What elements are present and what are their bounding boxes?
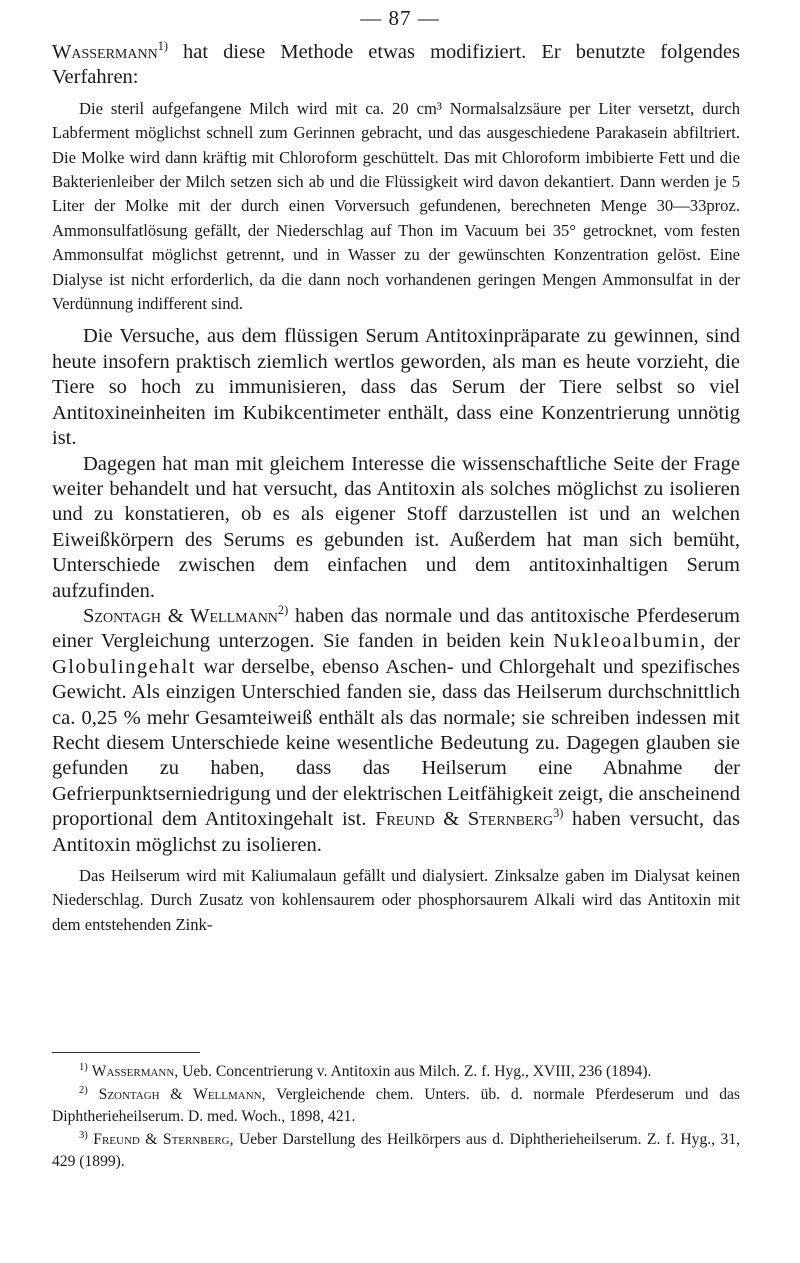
footnote <box>52 1061 740 1084</box>
author-name: Wassermann <box>52 41 158 63</box>
footnote-author: Wassermann <box>91 1063 175 1080</box>
paragraph-text: haben versucht, das Antitoxin möglichst zu isolieren. <box>52 808 741 856</box>
footnote-ref: 3) <box>553 806 564 821</box>
footnote-number: 3) <box>79 1129 88 1141</box>
paragraph-szontagh <box>52 604 740 858</box>
footnote-author: Szontagh & Wellmann <box>98 1085 262 1103</box>
paragraph-text: hat diese Methode etwas modifiziert. Er benutzte folgendes Verfahren: <box>52 41 740 89</box>
paragraph-text: haben das normale und das antitoxische Pferdeserum einer Vergleichung unterzogen. Sie fanden in beiden kein <box>52 604 740 653</box>
paragraph-text: war derselbe, ebenso Aschen- und Chlorgehalt und spezifisches Gewicht. Als einzigen Unterschied fanden sie, dass das Heilserum durchschnittlich ca. 0,25 % mehr Gesamteiweiß enthält als das normale; sie schreiben indessen mit Recht diesem Unterschiede keine wesentliche Bedeutung zu. Dagegen glauben sie gefunden zu haben, dass das Heilserum eine Abnahme der Gefrierpunktserniedrigung und der elektrischen Leitfähigkeit zeigt, die anscheinend proportional dem Antitoxingehalt ist. <box>52 655 740 831</box>
author-name: Freund & Sternberg <box>375 808 554 831</box>
paragraph-method-description: Die steril aufgefangene Milch wird mit ca. 20 cm³ Normalsalzsäure per Liter versetzt, durch Labferment möglichst schnell zum Gerinnen gebracht, und das ausgeschiedene Parakasein abfiltriert. Die Molke wird dann kräftig mit Chloroform geschüttelt. Das mit Chloroform imbibierte Fett und die Bakterienleiber der Milch setzen sich ab und die Flüssigkeit wird davon dekantiert. Dann werden je 5 Liter der Molke mit der durch einen Vorversuch gefundenen, berechneten Menge 30—33proz. Ammonsulfatlösung gefällt, der Niederschlag auf Thon im Vacuum bei 35° getrocknet, vom festen Ammonsulfat möglichst getrennt, und in Wasser zu der gewünschten Konzentration gelöst. Eine Dialyse ist nicht erforderlich, da die dann noch vorhandenen geringen Mengen Ammonsulfat in der Verdünnung indifferent sind. <box>52 98 740 314</box>
emphasized-term: Nukleoalbumin <box>553 630 701 653</box>
emphasized-term: Globulingehalt <box>52 655 196 678</box>
paragraph-intro <box>52 40 740 91</box>
paragraph-dagegen: Dagegen hat man mit gleichem Interesse die wissenschaftliche Seite der Frage weiter behandelt und hat versucht, das Antitoxin als solches möglichst zu isolieren und zu konstatieren, ob es als eigener Stoff darzustellen ist und an welchen Eiweißkörpern des Serums es gebunden ist. Außerdem hat man sich bemüht, Unterschiede zwischen dem einfachen und dem antitoxinhaltigen Serum aufzufinden. <box>52 452 740 602</box>
footnote <box>52 1129 740 1174</box>
paragraph-heilserum: Das Heilserum wird mit Kaliumalaun gefällt und dialysiert. Zinksalze gaben im Dialysat keinen Niederschlag. Durch Zusatz von kohlensaurem oder phosphorsaurem Alkali wird das Antitoxin mit dem entstehenden Zink- <box>52 866 740 934</box>
paragraph-text: , der <box>700 630 740 653</box>
footnote-ref: 2) <box>277 603 289 618</box>
author-name: Szontagh & Wellmann <box>83 604 278 627</box>
footnote-divider <box>52 1052 200 1053</box>
footnote-author: Freund & Sternberg <box>93 1130 230 1148</box>
body-text <box>52 40 740 937</box>
paragraph-versuche: Die Versuche, aus dem flüssigen Serum Antitoxinpräparate zu gewinnen, sind heute insofern praktisch ziemlich wertlos geworden, als man es heute vorzieht, die Tiere so hoch zu immunisieren, dass das Serum der Tiere selbst so viel Antitoxineinheiten im Kubikcentimeter enthält, dass eine Konzentrierung unnötig ist. <box>52 325 740 450</box>
footnote-text: , Ueb. Concentrierung v. Antitoxin aus Milch. Z. f. Hyg., XVIII, 236 (1894). <box>174 1063 652 1080</box>
footnote <box>52 1084 740 1129</box>
footnote-ref: 1) <box>157 39 168 54</box>
footnote-text: , Vergleichende chem. Unters. üb. d. normale Pferdeserum und das Diphtherieheilserum. D. med. Woch., 1898, 421. <box>52 1085 740 1126</box>
footnote-number: 1) <box>79 1061 88 1073</box>
footnote-text: , Ueber Darstellung des Heilkörpers aus d. Diphtherieheilserum. Z. f. Hyg., 31, 429 (1899). <box>52 1130 741 1171</box>
page-number: — 87 — <box>360 6 440 30</box>
footnote-number: 2) <box>79 1084 88 1096</box>
footnotes <box>52 1061 740 1174</box>
